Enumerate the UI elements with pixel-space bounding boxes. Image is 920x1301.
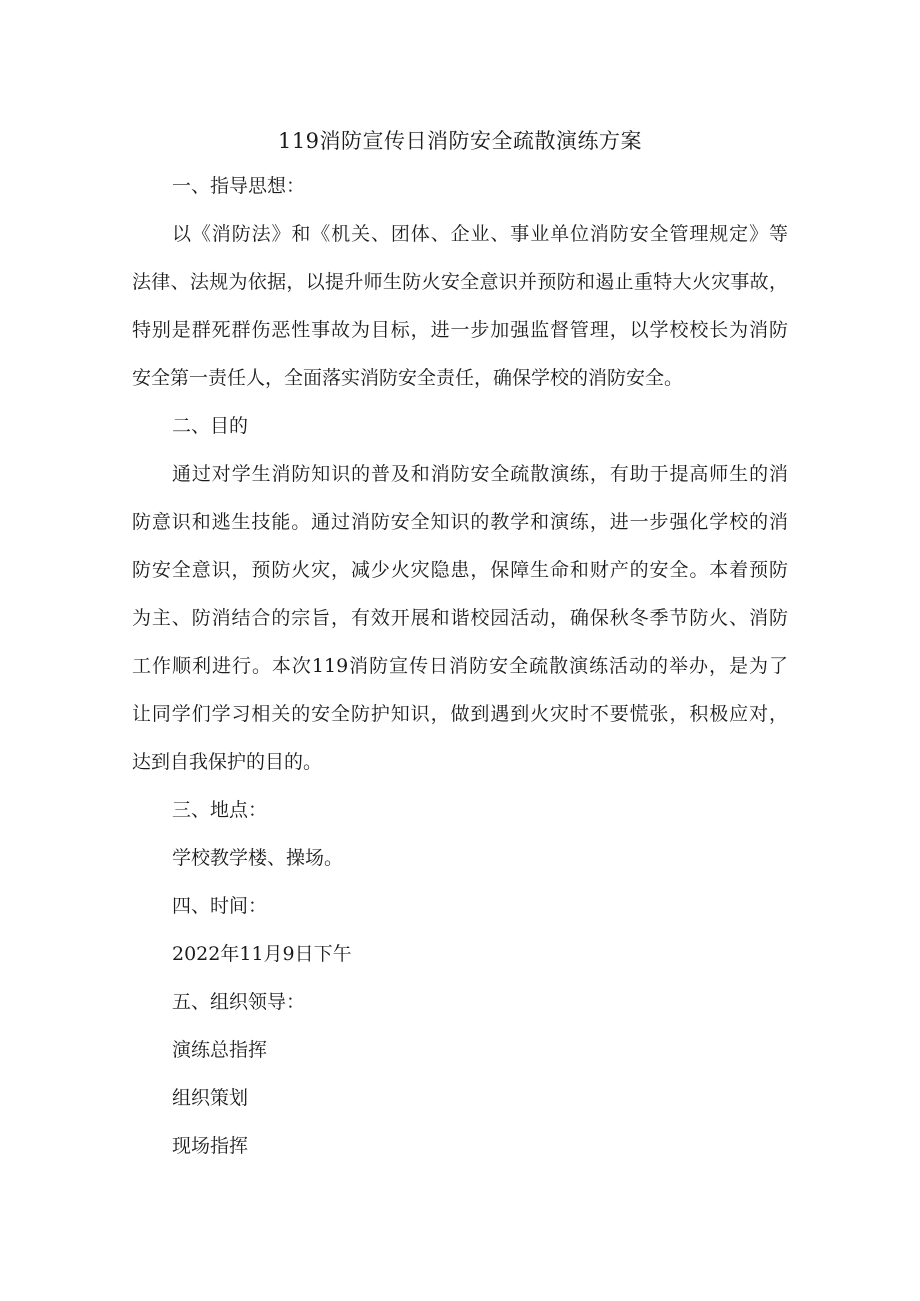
section-heading-organization: 五、组织领导： bbox=[172, 991, 306, 1013]
paragraph-line: 防安全意识，预防火灾，减少火灾隐患，保障生命和财产的安全。本着预防 bbox=[132, 559, 788, 581]
paragraph-line: 以《消防法》和《机关、团体、企业、事业单位消防安全管理规定》等 bbox=[172, 223, 788, 245]
paragraph-line: 让同学们学习相关的安全防护知识，做到遇到火灾时不要慌张，积极应对， bbox=[132, 703, 788, 725]
paragraph-line: 特别是群死群伤恶性事故为目标，进一步加强监督管理，以学校校长为消防 bbox=[132, 319, 788, 341]
paragraph-line: 法律、法规为依据，以提升师生防火安全意识并预防和遏止重特大火灾事故， bbox=[132, 271, 788, 293]
time-value: 2022年11月9日下午 bbox=[172, 943, 352, 965]
paragraph-line: 达到自我保护的目的。 bbox=[132, 751, 323, 773]
paragraph-line: 为主、防消结合的宗旨，有效开展和谐校园活动，确保秋冬季节防火、消防 bbox=[132, 607, 788, 629]
document-title: 119消防宣传日消防安全疏散演练方案 bbox=[277, 129, 643, 153]
paragraph-line: 防意识和逃生技能。通过消防安全知识的教学和演练，进一步强化学校的消 bbox=[132, 511, 788, 533]
paragraph-line: 工作顺利进行。本次119消防宣传日消防安全疏散演练活动的举办，是为了 bbox=[132, 655, 788, 677]
paragraph-line: 通过对学生消防知识的普及和消防安全疏散演练，有助于提高师生的消 bbox=[172, 463, 788, 485]
location-value: 学校教学楼、操场。 bbox=[172, 847, 344, 869]
section-heading-time: 四、时间： bbox=[172, 895, 268, 917]
section-heading-location: 三、地点： bbox=[172, 799, 268, 821]
role-item: 组织策划 bbox=[172, 1087, 249, 1109]
role-item: 现场指挥 bbox=[172, 1135, 249, 1157]
role-item: 演练总指挥 bbox=[172, 1039, 268, 1061]
section-heading-purpose: 二、目的 bbox=[172, 415, 249, 437]
paragraph-line: 安全第一责任人，全面落实消防安全责任，确保学校的消防安全。 bbox=[132, 367, 684, 389]
section-heading-guiding: 一、指导思想： bbox=[172, 175, 306, 197]
